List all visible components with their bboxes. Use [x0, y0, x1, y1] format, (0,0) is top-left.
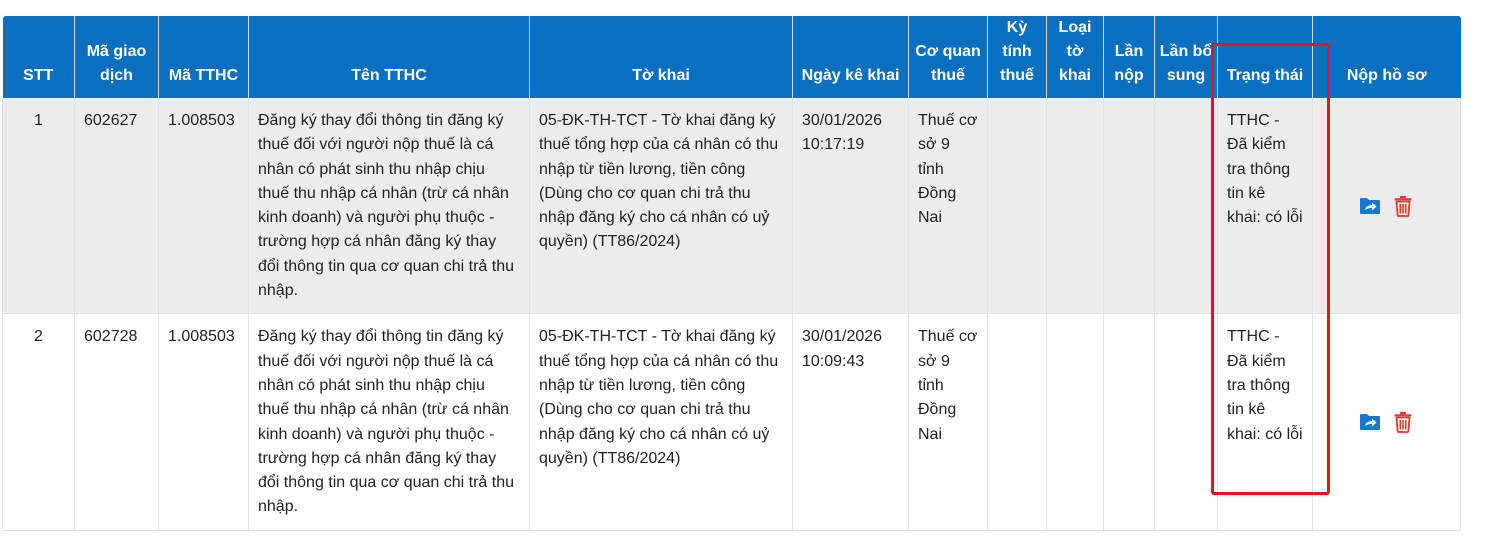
- cell-ten-tthc: Đăng ký thay đổi thông tin đăng ký thuế đối với người nộp thuế là cá nhân có phát sinh thu nhập chịu thuế thu nhập cá nhân (trừ cá nhân kinh doanh) và người phụ thuộc - trường hợp cá nhân đăng ký thay đổi thông tin qua cơ quan chi trả thu nhập.: [249, 98, 530, 314]
- cell-lan-nop: [1104, 98, 1155, 314]
- cell-ma-giao-dich: 602627: [75, 98, 159, 314]
- cell-to-khai: 05-ĐK-TH-TCT - Tờ khai đăng ký thuế tổng hợp của cá nhân có thu nhập từ tiền lương, tiền công (Dùng cho cơ quan chi trả thu nhập đăng ký cho cá nhân có uỷ quyền) (TT86/2024): [530, 314, 793, 530]
- cell-stt: 1: [3, 98, 75, 314]
- cell-stt: 2: [3, 314, 75, 530]
- cell-lan-nop: [1104, 314, 1155, 530]
- table-body: [3, 98, 1461, 530]
- header-nop-ho-so: Nộp hồ sơ: [1313, 16, 1461, 98]
- cell-ky-tinh-thue: [988, 314, 1047, 530]
- header-ten-tthc: Tên TTHC: [249, 16, 530, 98]
- records-table: [2, 16, 1461, 531]
- table-header: [3, 16, 1461, 98]
- folder-share-icon[interactable]: [1358, 410, 1382, 434]
- cell-loai-to-khai: [1047, 98, 1104, 314]
- trash-icon[interactable]: [1391, 194, 1415, 218]
- header-co-quan-thue: Cơ quan thuế: [909, 16, 988, 98]
- header-loai-to-khai: Loại tờ khai: [1047, 16, 1104, 98]
- cell-ky-tinh-thue: [988, 98, 1047, 314]
- table-row: [3, 98, 1461, 314]
- cell-ma-tthc: 1.008503: [159, 98, 249, 314]
- cell-nop-ho-so: [1313, 314, 1461, 530]
- header-lan-bo-sung: Lần bổ sung: [1155, 16, 1218, 98]
- cell-co-quan-thue: Thuế cơ sở 9 tỉnh Đồng Nai: [909, 314, 988, 530]
- header-ngay-ke-khai: Ngày kê khai: [793, 16, 909, 98]
- cell-lan-bo-sung: [1155, 314, 1218, 530]
- records-table-container: [2, 16, 1460, 531]
- header-to-khai: Tờ khai: [530, 16, 793, 98]
- cell-ma-tthc: 1.008503: [159, 314, 249, 530]
- folder-share-icon[interactable]: [1358, 194, 1382, 218]
- cell-nop-ho-so: [1313, 98, 1461, 314]
- header-stt: STT: [3, 16, 75, 98]
- header-ky-tinh-thue: Kỳ tính thuế: [988, 16, 1047, 98]
- cell-lan-bo-sung: [1155, 98, 1218, 314]
- trash-icon[interactable]: [1391, 410, 1415, 434]
- cell-ngay-ke-khai: 30/01/2026 10:17:19: [793, 98, 909, 314]
- header-trang-thai: Trạng thái: [1218, 16, 1313, 98]
- cell-to-khai: 05-ĐK-TH-TCT - Tờ khai đăng ký thuế tổng hợp của cá nhân có thu nhập từ tiền lương, tiền công (Dùng cho cơ quan chi trả thu nhập đăng ký cho cá nhân có uỷ quyền) (TT86/2024): [530, 98, 793, 314]
- cell-ma-giao-dich: 602728: [75, 314, 159, 530]
- header-ma-giao-dich: Mã giao dịch: [75, 16, 159, 98]
- cell-trang-thai: TTHC - Đã kiểm tra thông tin kê khai: có lỗi: [1218, 314, 1313, 530]
- cell-loai-to-khai: [1047, 314, 1104, 530]
- header-row: [3, 16, 1461, 98]
- cell-trang-thai: TTHC - Đã kiểm tra thông tin kê khai: có lỗi: [1218, 98, 1313, 314]
- cell-ngay-ke-khai: 30/01/2026 10:09:43: [793, 314, 909, 530]
- table-row: [3, 314, 1461, 530]
- cell-co-quan-thue: Thuế cơ sở 9 tỉnh Đồng Nai: [909, 98, 988, 314]
- header-lan-nop: Lần nộp: [1104, 16, 1155, 98]
- header-ma-tthc: Mã TTHC: [159, 16, 249, 98]
- cell-ten-tthc: Đăng ký thay đổi thông tin đăng ký thuế đối với người nộp thuế là cá nhân có phát sinh thu nhập chịu thuế thu nhập cá nhân (trừ cá nhân kinh doanh) và người phụ thuộc - trường hợp cá nhân đăng ký thay đổi thông tin qua cơ quan chi trả thu nhập.: [249, 314, 530, 530]
